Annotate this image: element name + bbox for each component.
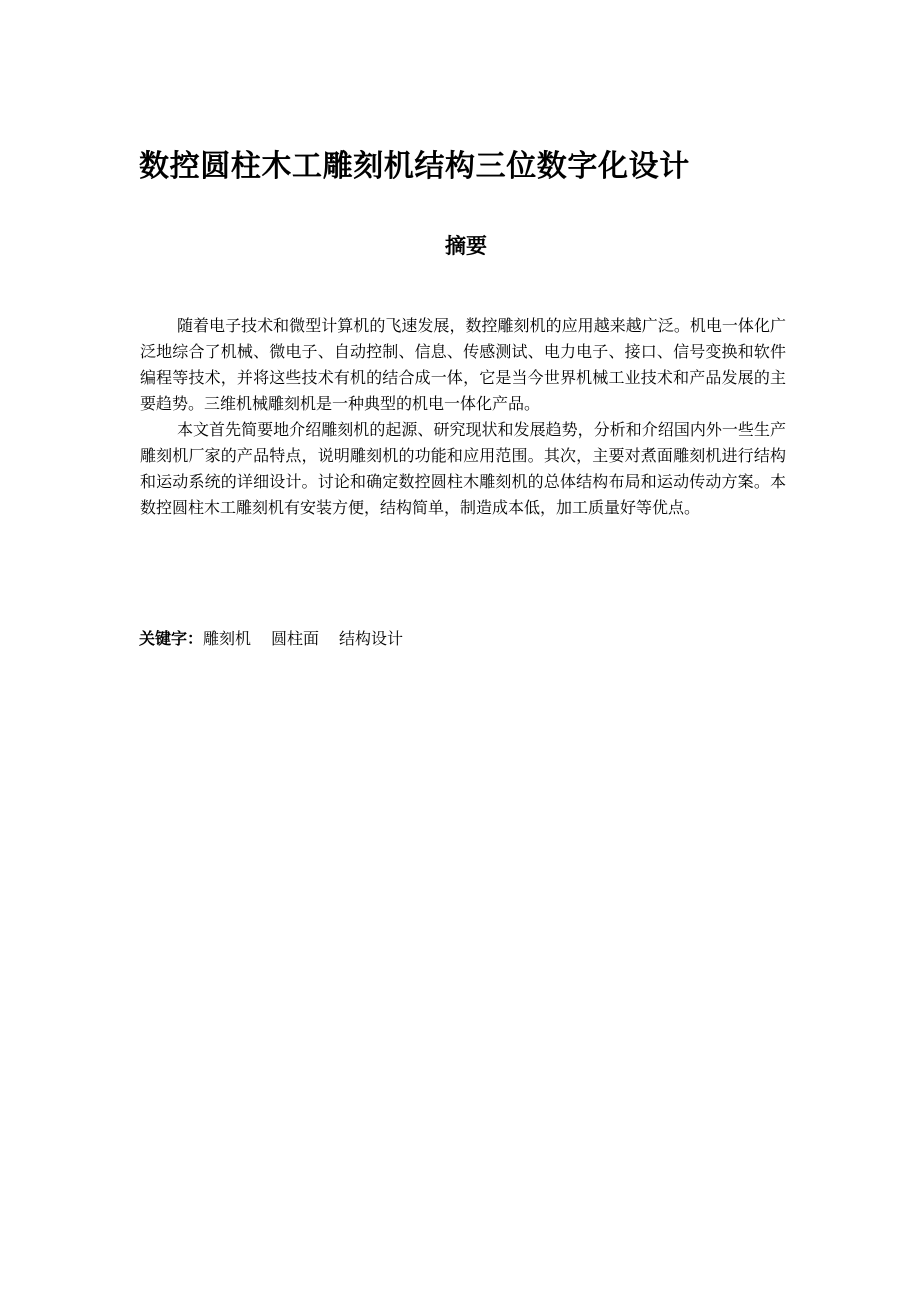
abstract-paragraph: 本文首先简要地介绍雕刻机的起源、研究现状和发展趋势，分析和介绍国内外一些生产雕刻机厂家的产品特点，说明雕刻机的功能和应用范围。其次，主要对煮面雕刻机进行结构和运动系统的详细设计。讨论和确定数控圆柱木雕刻机的总体结构布局和运动传动方案。本数控圆柱木工雕刻机有安装方便，结构简单，制造成本低，加工质量好等优点。	[140, 420, 786, 517]
document-title: 数控圆柱木工雕刻机结构三位数字化设计	[139, 149, 690, 184]
abstract-paragraph: 随着电子技术和微型计算机的飞速发展，数控雕刻机的应用越来越广泛。机电一体化广泛地综合了机械、微电子、自动控制、信息、传感测试、电力电子、接口、信号变换和软件编程等技术，并将这些技术有机的结合成一体，它是当今世界机械工业技术和产品发展的主要趋势。三维机械雕刻机是一种典型的机电一体化产品。	[140, 316, 786, 413]
keywords-line	[139, 626, 785, 652]
keywords-label: 关键字：	[139, 629, 204, 648]
abstract-heading: 摘要	[445, 234, 487, 258]
keyword-item: 雕刻机	[203, 629, 252, 648]
keyword-item: 圆柱面	[271, 629, 320, 648]
abstract-body	[140, 313, 786, 521]
keyword-item: 结构设计	[339, 629, 404, 648]
